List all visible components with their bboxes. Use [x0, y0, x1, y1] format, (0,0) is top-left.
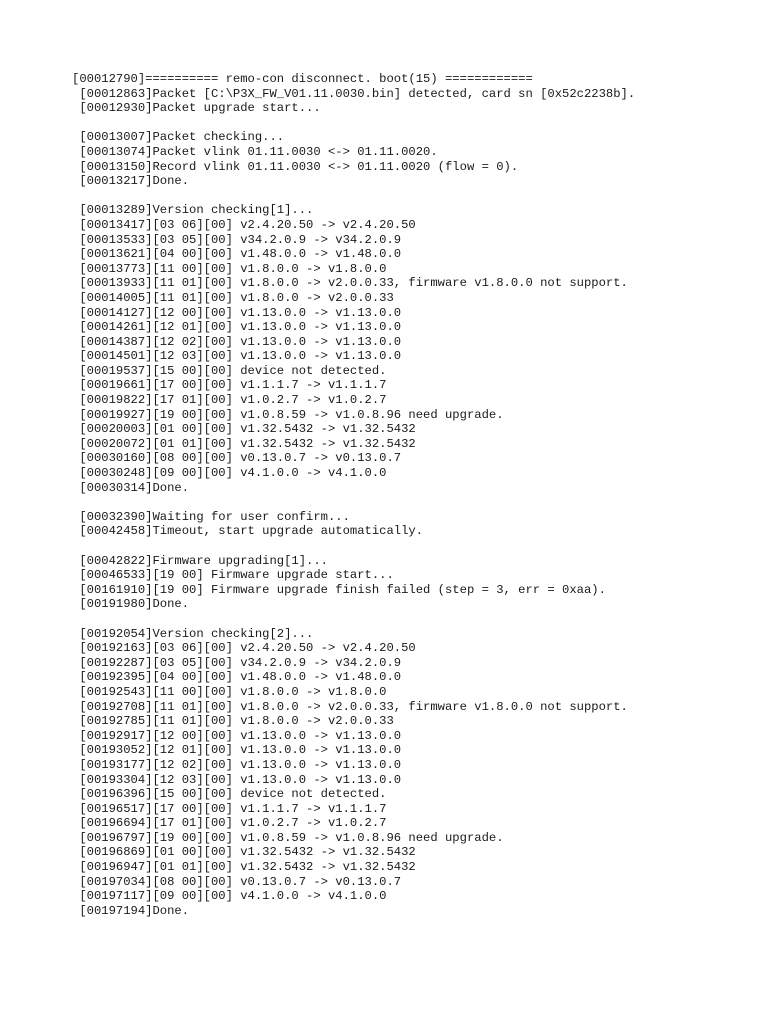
log-line: [00161910][19 00] Firmware upgrade finish failed (step = 3, err = 0xaa).	[72, 582, 606, 597]
log-line: [00191980]Done.	[72, 597, 190, 612]
log-line: [00013533][03 05][00] v34.2.0.9 -> v34.2.0.9	[72, 232, 402, 247]
log-line: [00019927][19 00][00] v1.0.8.59 -> v1.0.8.96 need upgrade.	[72, 407, 504, 422]
log-line: [00193304][12 03][00] v1.13.0.0 -> v1.13.0.0	[72, 772, 402, 787]
log-line: [00196694][17 01][00] v1.0.2.7 -> v1.0.2.7	[72, 816, 387, 831]
log-line: [00192163][03 06][00] v2.4.20.50 -> v2.4.20.50	[72, 641, 416, 656]
log-line: [00014387][12 02][00] v1.13.0.0 -> v1.13.0.0	[72, 334, 402, 349]
blank-line	[72, 495, 635, 510]
log-line: [00013773][11 00][00] v1.8.0.0 -> v1.8.0.0	[72, 261, 387, 276]
log-line: [00030248][09 00][00] v4.1.0.0 -> v4.1.0.0	[72, 466, 387, 481]
log-line: [00042458]Timeout, start upgrade automatically.	[72, 524, 424, 539]
log-line: [00019537][15 00][00] device not detected.	[72, 363, 387, 378]
log-line: [00192543][11 00][00] v1.8.0.0 -> v1.8.0.0	[72, 684, 387, 699]
log-text	[72, 72, 635, 918]
log-line: [00196517][17 00][00] v1.1.1.7 -> v1.1.1.7	[72, 801, 387, 816]
log-line: [00013150]Record vlink 01.11.0030 <-> 01.11.0020 (flow = 0).	[72, 159, 519, 174]
log-line: [00196797][19 00][00] v1.0.8.59 -> v1.0.8.96 need upgrade.	[72, 830, 504, 845]
log-line: [00042822]Firmware upgrading[1]...	[72, 553, 328, 568]
log-line: [00032390]Waiting for user confirm...	[72, 509, 350, 524]
blank-line	[72, 189, 635, 204]
log-line: [00012930]Packet upgrade start...	[72, 101, 321, 116]
log-line: [00046533][19 00] Firmware upgrade start...	[72, 568, 394, 583]
log-line: [00193052][12 01][00] v1.13.0.0 -> v1.13.0.0	[72, 743, 402, 758]
log-line: [00192395][04 00][00] v1.48.0.0 -> v1.48.0.0	[72, 670, 402, 685]
log-line: [00019822][17 01][00] v1.0.2.7 -> v1.0.2.7	[72, 393, 387, 408]
log-line: [00014261][12 01][00] v1.13.0.0 -> v1.13.0.0	[72, 320, 402, 335]
log-line: [00196947][01 01][00] v1.32.5432 -> v1.32.5432	[72, 860, 416, 875]
log-line: [00197194]Done.	[72, 903, 190, 918]
blank-line	[72, 539, 635, 554]
log-line: [00030314]Done.	[72, 480, 190, 495]
log-line: [00013621][04 00][00] v1.48.0.0 -> v1.48.0.0	[72, 247, 402, 262]
log-line: [00012790]========== remo-con disconnect. boot(15) ============	[72, 72, 533, 86]
log-line: [00020072][01 01][00] v1.32.5432 -> v1.32.5432	[72, 436, 416, 451]
log-line: [00020003][01 00][00] v1.32.5432 -> v1.32.5432	[72, 422, 416, 437]
log-line: [00019661][17 00][00] v1.1.1.7 -> v1.1.1.7	[72, 378, 387, 393]
log-line: [00014501][12 03][00] v1.13.0.0 -> v1.13.0.0	[72, 349, 402, 364]
log-line: [00014005][11 01][00] v1.8.0.0 -> v2.0.0.33	[72, 290, 394, 305]
log-line: [00193177][12 02][00] v1.13.0.0 -> v1.13.0.0	[72, 757, 402, 772]
log-line: [00197117][09 00][00] v4.1.0.0 -> v4.1.0.0	[72, 889, 387, 904]
log-line: [00013217]Done.	[72, 174, 190, 189]
log-line: [00013933][11 01][00] v1.8.0.0 -> v2.0.0.33, firmware v1.8.0.0 not support.	[72, 276, 628, 291]
log-line: [00197034][08 00][00] v0.13.0.7 -> v0.13.0.7	[72, 874, 402, 889]
log-line: [00014127][12 00][00] v1.13.0.0 -> v1.13.0.0	[72, 305, 402, 320]
log-line: [00192708][11 01][00] v1.8.0.0 -> v2.0.0.33, firmware v1.8.0.0 not support.	[72, 699, 628, 714]
log-line: [00030160][08 00][00] v0.13.0.7 -> v0.13.0.7	[72, 451, 402, 466]
blank-line	[72, 612, 635, 627]
log-line: [00196869][01 00][00] v1.32.5432 -> v1.32.5432	[72, 845, 416, 860]
log-line: [00192287][03 05][00] v34.2.0.9 -> v34.2.0.9	[72, 655, 402, 670]
log-line: [00013289]Version checking[1]...	[72, 203, 314, 218]
log-line: [00013417][03 06][00] v2.4.20.50 -> v2.4.20.50	[72, 217, 416, 232]
log-line: [00012863]Packet [C:\P3X_FW_V01.11.0030.bin] detected, card sn [0x52c2238b].	[72, 86, 636, 101]
log-line: [00013074]Packet vlink 01.11.0030 <-> 01.11.0020.	[72, 144, 438, 159]
log-line: [00013007]Packet checking...	[72, 130, 285, 145]
log-line: [00192917][12 00][00] v1.13.0.0 -> v1.13.0.0	[72, 728, 402, 743]
blank-line	[72, 116, 635, 131]
log-line: [00196396][15 00][00] device not detected.	[72, 787, 387, 802]
log-line: [00192785][11 01][00] v1.8.0.0 -> v2.0.0.33	[72, 714, 394, 729]
log-line: [00192054]Version checking[2]...	[72, 626, 314, 641]
